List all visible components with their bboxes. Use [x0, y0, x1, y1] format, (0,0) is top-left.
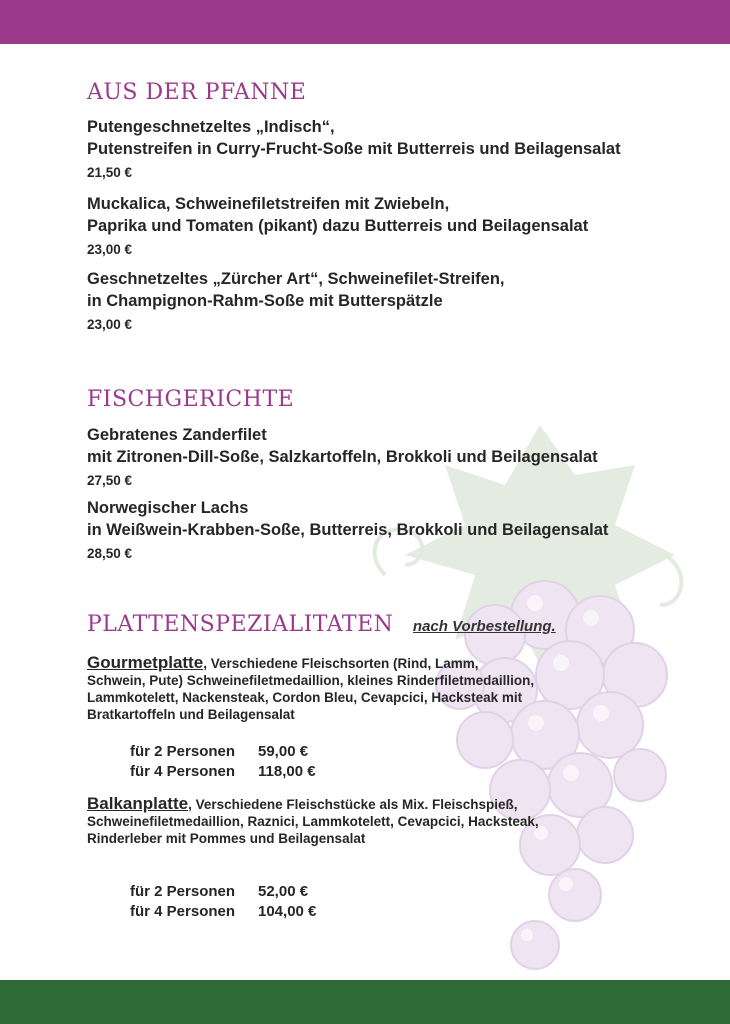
top-color-band — [0, 0, 730, 44]
menu-item — [87, 424, 707, 491]
price-row — [130, 762, 316, 782]
section-subtitle: nach Vorbestellung. — [412, 618, 556, 635]
platter-description: , Verschiedene Fleischstücke als Mix. Fleischspieß, — [188, 797, 518, 812]
section-title-pfanne: AUS DER PFANNE — [87, 80, 307, 105]
dish-price: 27,50 € — [87, 473, 133, 488]
persons-price: 118,00 € — [258, 763, 316, 780]
dish-price: 21,50 € — [87, 165, 133, 180]
price-row — [130, 882, 316, 902]
dish-price: 28,50 € — [87, 546, 133, 561]
price-row — [130, 742, 316, 762]
section-title-platten — [87, 612, 556, 637]
dish-description: Paprika und Tomaten (pikant) dazu Butterreis und Beilagensalat — [87, 217, 589, 235]
dish-title: Gebratenes Zanderfilet — [87, 426, 267, 444]
platter-description: Bratkartoffeln und Beilagensalat — [87, 707, 295, 722]
platter-name: Gourmetplatte — [87, 653, 204, 672]
dish-title: Geschnetzeltes „Zürcher Art“, Schweinefilet-Streifen, — [87, 270, 505, 288]
dish-title: Putengeschnetzeltes „Indisch“, — [87, 118, 335, 136]
persons-label: für 2 Personen — [130, 743, 236, 760]
persons-label: für 4 Personen — [130, 763, 236, 780]
dish-price: 23,00 € — [87, 242, 133, 257]
platter-description: , Verschiedene Fleischsorten (Rind, Lamm, — [203, 656, 479, 671]
platter-description: Schweinefiletmedaillion, Raznici, Lammkotelett, Cevapcici, Hacksteak, — [87, 814, 539, 829]
section-title-fisch: FISCHGERICHTE — [87, 387, 295, 412]
bottom-color-band — [0, 980, 730, 1024]
section-title-text: PLATTENSPEZIALITATEN — [87, 612, 394, 637]
menu-item — [87, 193, 707, 260]
dish-description: in Champignon-Rahm-Soße mit Butterspätzle — [87, 292, 443, 310]
platter-description: Lammkotelett, Nackensteak, Cordon Bleu, Cevapcici, Hacksteak mit — [87, 690, 523, 705]
dish-title: Norwegischer Lachs — [87, 499, 249, 517]
dish-description: Putenstreifen in Curry-Frucht-Soße mit Butterreis und Beilagensalat — [87, 140, 621, 158]
persons-price: 52,00 € — [258, 883, 309, 900]
dish-price: 23,00 € — [87, 317, 133, 332]
persons-price: 104,00 € — [258, 903, 317, 920]
menu-item — [87, 268, 707, 335]
platter-item — [87, 795, 707, 847]
platter-price-list — [130, 742, 316, 782]
persons-price: 59,00 € — [258, 743, 309, 760]
platter-description: Rinderleber mit Pommes und Beilagensalat — [87, 831, 366, 846]
menu-item — [87, 116, 707, 183]
persons-label: für 2 Personen — [130, 883, 236, 900]
price-row — [130, 902, 316, 922]
dish-title: Muckalica, Schweinefiletstreifen mit Zwiebeln, — [87, 195, 450, 213]
persons-label: für 4 Personen — [130, 903, 236, 920]
platter-item — [87, 654, 707, 723]
platter-price-list — [130, 882, 316, 922]
dish-description: in Weißwein-Krabben-Soße, Butterreis, Brokkoli und Beilagensalat — [87, 521, 609, 539]
platter-description: Schwein, Pute) Schweinefiletmedaillion, kleines Rinderfiletmedaillion, — [87, 673, 535, 688]
dish-description: mit Zitronen-Dill-Soße, Salzkartoffeln, Brokkoli und Beilagensalat — [87, 448, 598, 466]
menu-item — [87, 497, 707, 564]
platter-name: Balkanplatte — [87, 794, 189, 813]
